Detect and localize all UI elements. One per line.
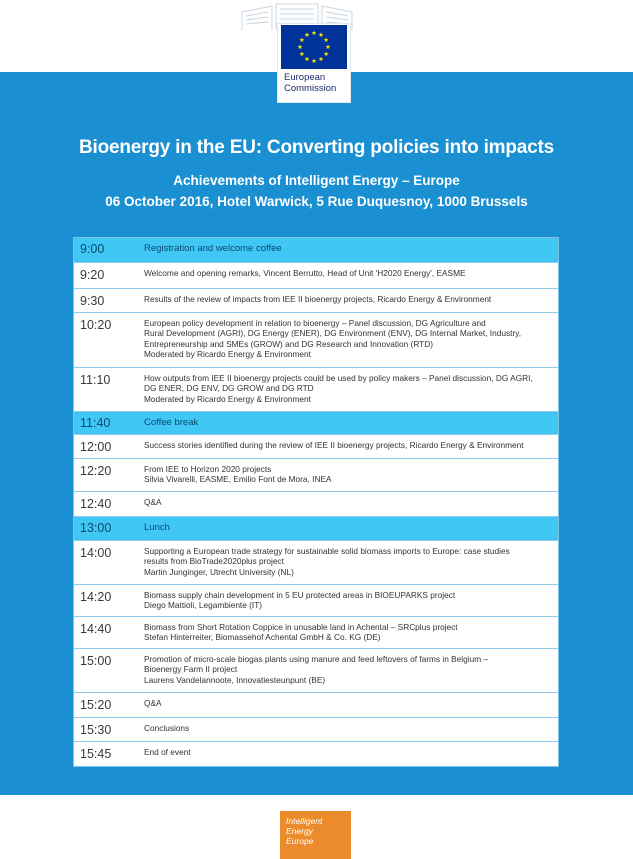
agenda-description: [144, 497, 552, 507]
agenda-description-line: European policy development in relation to bioenergy – Panel discussion, DG Agriculture and: [144, 318, 486, 328]
agenda-description-line: Stefan Hinterreiter, Biomassehof Achental GmbH & Co. KG (DE): [144, 632, 381, 643]
agenda-description-line: Results of the review of impacts from IEE II bioenergy projects, Ricardo Energy & Environment: [144, 294, 492, 304]
eu-star-icon: [305, 32, 310, 37]
agenda-time: 15:00: [80, 654, 112, 668]
agenda-description-line: Entrepreneurship and SMEs (GROW) and DG Research and Innovation (RTD): [144, 338, 433, 349]
agenda-description: [144, 654, 552, 685]
agenda-time: 15:20: [80, 698, 112, 712]
agenda-description-line: Q&A: [144, 698, 162, 708]
agenda-description-line: Martin Junginger, Utrecht University (NL): [144, 566, 294, 577]
agenda-break-row: [74, 238, 558, 262]
agenda-description: [144, 268, 552, 278]
agenda-time: 12:00: [80, 440, 112, 454]
agenda-time: 14:00: [80, 546, 112, 560]
agenda-description-line: Registration and welcome coffee: [144, 243, 282, 254]
eu-star-icon: [312, 58, 317, 63]
agenda-time: 10:20: [80, 318, 112, 332]
agenda-description-line: Conclusions: [144, 723, 190, 733]
eu-star-icon: [326, 44, 331, 49]
eu-flag-icon: [281, 25, 347, 69]
eu-star-icon: [319, 57, 324, 62]
eu-star-icon: [298, 44, 303, 49]
agenda-description: [144, 464, 552, 485]
agenda-row: [74, 584, 558, 616]
eu-star-icon: [319, 32, 324, 37]
agenda-description-line: Biomass supply chain development in 5 EU protected areas in BIOEUPARKS project: [144, 590, 456, 600]
agenda-description-line: Supporting a European trade strategy for sustainable solid biomass imports to Europe: case studies: [144, 546, 510, 556]
agenda-description-line: Success stories identified during the review of IEE II bioenergy projects, Ricardo Energy & Environment: [144, 440, 524, 450]
agenda-row: [74, 434, 558, 458]
agenda-description-line: Moderated by Ricardo Energy & Environment: [144, 393, 311, 404]
agenda-description-line: Diego Mattioli, Legambiente (IT): [144, 600, 263, 611]
agenda-description-line: Welcome and opening remarks, Vincent Berrutto, Head of Unit 'H2020 Energy', EASME: [144, 268, 466, 278]
agenda-description: [144, 523, 552, 533]
agenda-description-line: Silvia Vivarelli, EASME, Emilio Font de Mora, INEA: [144, 474, 332, 485]
agenda-break-row: [74, 411, 558, 434]
agenda-table: [73, 237, 559, 767]
agenda-row: [74, 741, 558, 766]
eu-stars: [281, 25, 347, 69]
agenda-description-line: Q&A: [144, 497, 162, 507]
european-commission-logo: [278, 24, 350, 102]
agenda-row: [74, 458, 558, 491]
ie-logo-line2: Energy: [286, 826, 313, 836]
agenda-description-line: results from BioTrade2020plus project: [144, 556, 284, 567]
logo-text: [284, 72, 350, 94]
agenda-row: [74, 616, 558, 648]
agenda-time: 14:40: [80, 622, 112, 636]
eu-star-icon: [324, 51, 329, 56]
agenda-row: [74, 262, 558, 288]
agenda-row: [74, 717, 558, 741]
agenda-description-line: Coffee break: [144, 417, 199, 428]
agenda-row: [74, 540, 558, 584]
page-subtitle: Achievements of Intelligent Energy – Europe: [173, 173, 460, 188]
ie-logo-line3: Europe: [286, 836, 314, 846]
agenda-time: 9:00: [80, 242, 105, 256]
agenda-description-line: Biomass from Short Rotation Coppice in unusable land in Achental – SRCplus project: [144, 622, 458, 632]
agenda-time: 12:20: [80, 464, 112, 478]
agenda-time: 9:30: [80, 294, 105, 308]
agenda-description: [144, 373, 552, 404]
agenda-description: [144, 546, 552, 577]
agenda-description-line: From IEE to Horizon 2020 projects: [144, 464, 272, 474]
logo-text-line1: European: [284, 72, 326, 83]
agenda-row: [74, 367, 558, 411]
agenda-break-row: [74, 516, 558, 540]
agenda-time: 15:30: [80, 723, 112, 737]
agenda-description-line: End of event: [144, 747, 191, 757]
agenda-row: [74, 288, 558, 312]
agenda-time: 11:40: [80, 416, 111, 430]
eu-star-icon: [324, 37, 329, 42]
eu-star-icon: [312, 30, 317, 35]
agenda-description: [144, 440, 552, 450]
ie-logo-line1: Intelligent: [286, 816, 323, 826]
agenda-description-line: Laurens Vandelannoote, Innovatiesteunpunt (BE): [144, 674, 326, 685]
agenda-description-line: Promotion of micro-scale biogas plants using manure and feed leftovers of farms in Belgium –: [144, 654, 489, 664]
agenda-description-line: Rural Development (AGRI), DG Energy (ENER), DG Environment (ENV), DG Internal Market, Industry,: [144, 328, 522, 339]
agenda-description: [144, 698, 552, 708]
agenda-description: [144, 318, 552, 359]
agenda-row: [74, 491, 558, 516]
agenda-time: 11:10: [80, 373, 111, 387]
agenda-time: 13:00: [80, 521, 112, 535]
event-date-venue: 06 October 2016, Hotel Warwick, 5 Rue Duquesnoy, 1000 Brussels: [105, 194, 528, 209]
agenda-description: [144, 294, 552, 304]
agenda-time: 12:40: [80, 497, 112, 511]
agenda-row: [74, 648, 558, 692]
agenda-time: 15:45: [80, 747, 112, 761]
agenda-row: [74, 692, 558, 717]
agenda-time: 9:20: [80, 268, 105, 282]
intelligent-energy-europe-logo: [280, 811, 351, 859]
agenda-description: [144, 590, 552, 611]
agenda-description-line: Lunch: [144, 522, 170, 533]
eu-star-icon: [305, 57, 310, 62]
agenda-description-line: Moderated by Ricardo Energy & Environment: [144, 348, 311, 359]
agenda-time: 14:20: [80, 590, 112, 604]
logo-text-line2: Commission: [284, 83, 337, 94]
agenda-description-line: How outputs from IEE II bioenergy projects could be used by policy makers – Panel discussion, DG AGRI,: [144, 373, 533, 383]
eu-star-icon: [299, 37, 304, 42]
agenda-row: [74, 312, 558, 367]
agenda-description: [144, 747, 552, 757]
agenda-description: [144, 723, 552, 733]
agenda-description-line: DG ENER, DG ENV, DG GROW and DG RTD: [144, 383, 314, 394]
agenda-description: [144, 418, 552, 428]
agenda-description-line: Bioenergy Farm II project: [144, 664, 238, 675]
page-title: Bioenergy in the EU: Converting policies into impacts: [78, 137, 555, 158]
agenda-description: [144, 622, 552, 643]
agenda-description: [144, 244, 552, 254]
eu-star-icon: [299, 51, 304, 56]
